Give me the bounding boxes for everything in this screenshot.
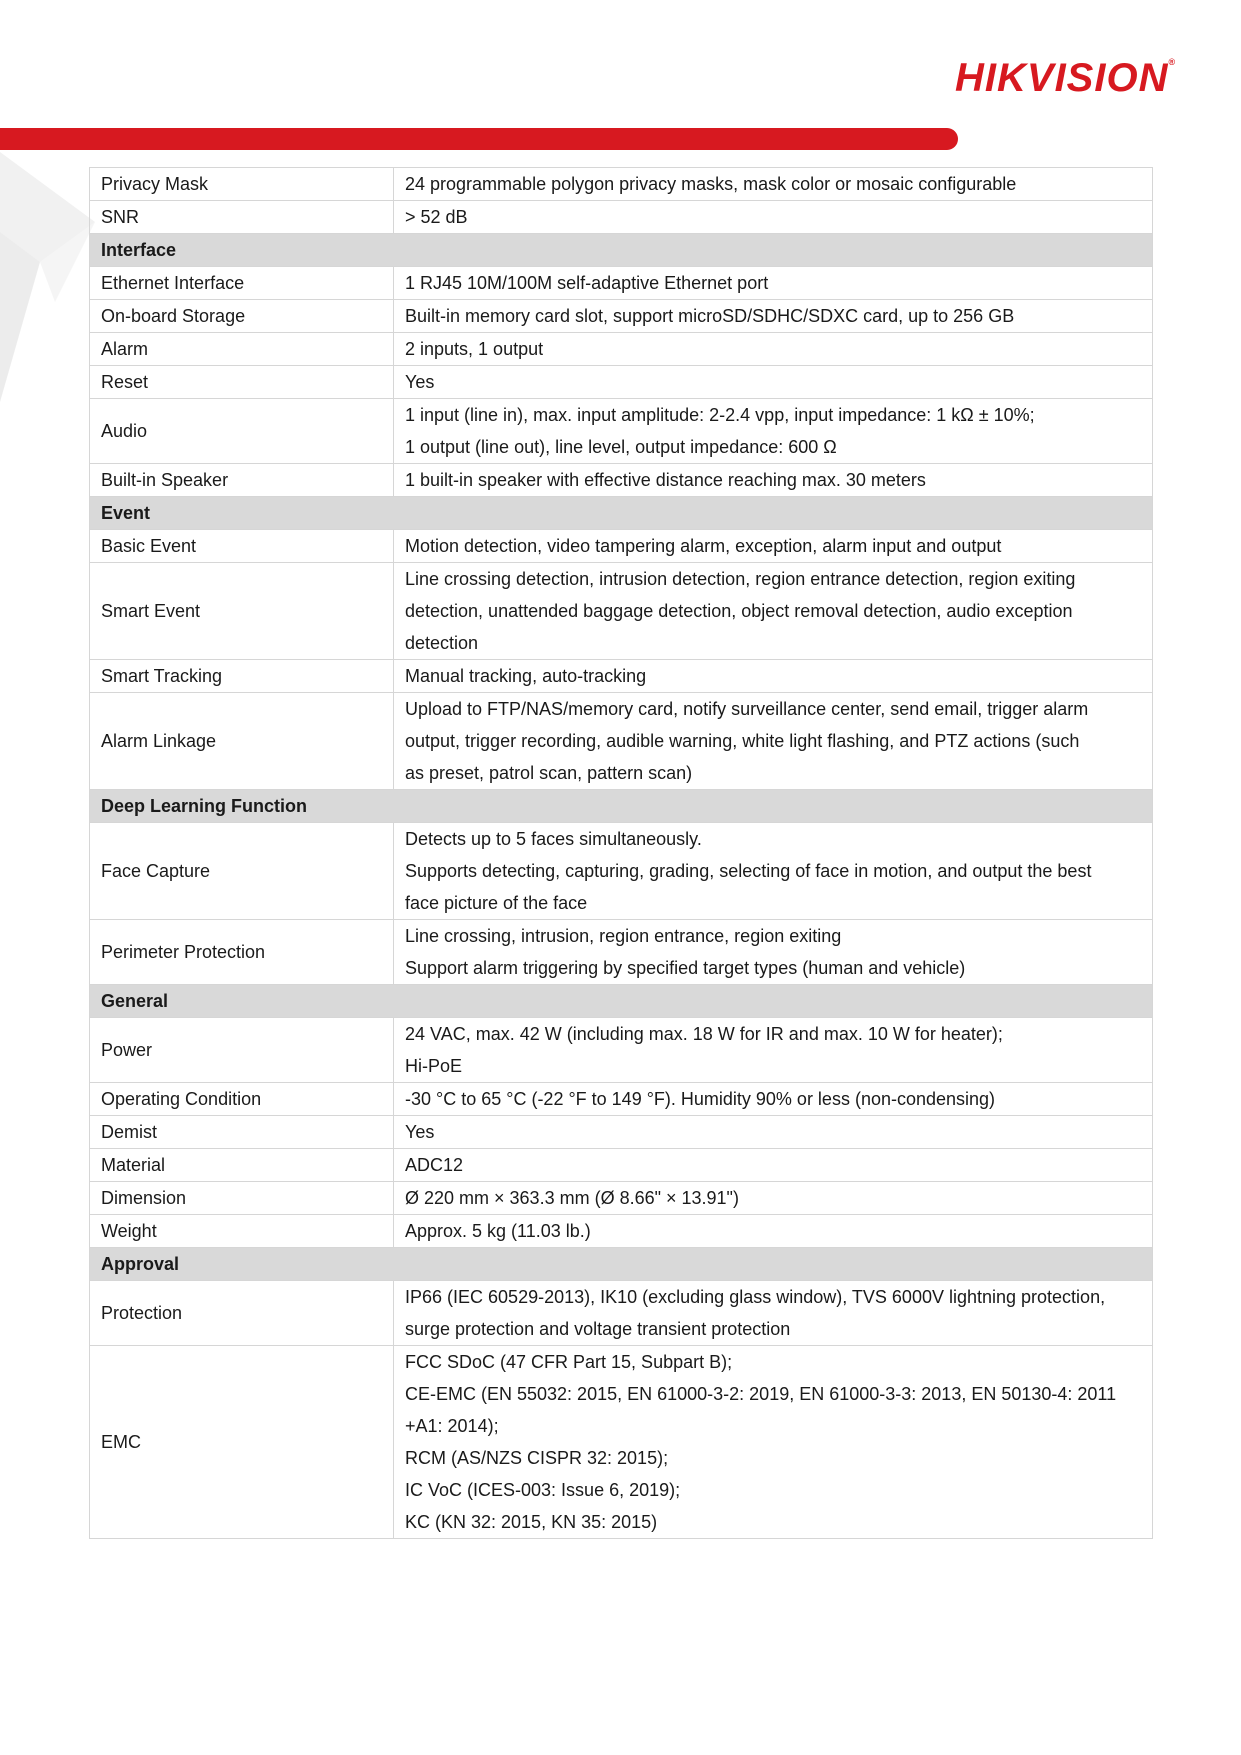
spec-key: Built-in Speaker — [90, 464, 394, 497]
section-title: Event — [90, 497, 1153, 530]
spec-key: Alarm Linkage — [90, 693, 394, 790]
table-row — [90, 823, 1153, 920]
table-row — [90, 399, 1153, 464]
section-header — [90, 234, 1153, 267]
spec-key: EMC — [90, 1346, 394, 1539]
spec-value — [394, 267, 1153, 300]
spec-value — [394, 660, 1153, 693]
table-row — [90, 693, 1153, 790]
table-row — [90, 267, 1153, 300]
spec-value-line: RCM (AS/NZS CISPR 32: 2015); — [405, 1448, 669, 1468]
table-row — [90, 201, 1153, 234]
spec-value-line: Supports detecting, capturing, grading, selecting of face in motion, and output the best — [405, 861, 1092, 881]
table-row — [90, 300, 1153, 333]
spec-value — [394, 366, 1153, 399]
spec-key: Audio — [90, 399, 394, 464]
spec-value-line: > 52 dB — [405, 207, 468, 227]
spec-value-line: detection — [405, 633, 479, 653]
spec-value-line: face picture of the face — [405, 893, 588, 913]
spec-value — [394, 1083, 1153, 1116]
watermark-graphic — [0, 152, 95, 402]
spec-value-line: 2 inputs, 1 output — [405, 339, 544, 359]
spec-value-line: 1 input (line in), max. input amplitude: 2-2.4 vpp, input impedance: 1 kΩ ± 10%; — [405, 405, 1035, 425]
spec-key: Alarm — [90, 333, 394, 366]
section-title: Deep Learning Function — [90, 790, 1153, 823]
section-title: Approval — [90, 1248, 1153, 1281]
table-row — [90, 1018, 1153, 1083]
table-row — [90, 1083, 1153, 1116]
section-header — [90, 497, 1153, 530]
spec-value — [394, 1116, 1153, 1149]
table-row — [90, 366, 1153, 399]
spec-value — [394, 399, 1153, 464]
spec-value-line: Yes — [405, 372, 435, 392]
spec-value-line: IC VoC (ICES-003: Issue 6, 2019); — [405, 1480, 681, 1500]
spec-key: Smart Event — [90, 563, 394, 660]
spec-value — [394, 1346, 1153, 1539]
table-row — [90, 920, 1153, 985]
spec-value-line: Built-in memory card slot, support microSD/SDHC/SDXC card, up to 256 GB — [405, 306, 1015, 326]
spec-value-line: as preset, patrol scan, pattern scan) — [405, 763, 693, 783]
section-header — [90, 790, 1153, 823]
table-row — [90, 530, 1153, 563]
table-row — [90, 660, 1153, 693]
section-header — [90, 1248, 1153, 1281]
spec-key: Reset — [90, 366, 394, 399]
spec-value-line: Approx. 5 kg (11.03 lb.) — [405, 1221, 591, 1241]
spec-key: Protection — [90, 1281, 394, 1346]
spec-key: Privacy Mask — [90, 168, 394, 201]
spec-value-line: 24 programmable polygon privacy masks, mask color or mosaic configurable — [405, 174, 1017, 194]
spec-value-line: FCC SDoC (47 CFR Part 15, Subpart B); — [405, 1352, 733, 1372]
spec-value-line: 1 built-in speaker with effective distance reaching max. 30 meters — [405, 470, 926, 490]
section-title: General — [90, 985, 1153, 1018]
spec-value-line: CE-EMC (EN 55032: 2015, EN 61000-3-2: 2019, EN 61000-3-3: 2013, EN 50130-4: 2011 — [405, 1384, 1117, 1404]
spec-key: Weight — [90, 1215, 394, 1248]
spec-value-line: Manual tracking, auto-tracking — [405, 666, 647, 686]
table-row — [90, 1346, 1153, 1539]
table-row — [90, 1281, 1153, 1346]
spec-value-line: KC (KN 32: 2015, KN 35: 2015) — [405, 1512, 658, 1532]
spec-value — [394, 1215, 1153, 1248]
spec-value — [394, 1182, 1153, 1215]
spec-value-line: 1 output (line out), line level, output impedance: 600 Ω — [405, 437, 837, 457]
spec-value — [394, 201, 1153, 234]
spec-value-line: detection, unattended baggage detection, object removal detection, audio exception — [405, 601, 1073, 621]
spec-key: Basic Event — [90, 530, 394, 563]
table-row — [90, 464, 1153, 497]
spec-value — [394, 168, 1153, 201]
spec-value-line: Line crossing detection, intrusion detection, region entrance detection, region exiting — [405, 569, 1076, 589]
table-row — [90, 1182, 1153, 1215]
spec-value-line: Support alarm triggering by specified target types (human and vehicle) — [405, 958, 966, 978]
table-row — [90, 333, 1153, 366]
spec-value — [394, 563, 1153, 660]
spec-value-line: Hi-PoE — [405, 1056, 463, 1076]
spec-value-line: 24 VAC, max. 42 W (including max. 18 W for IR and max. 10 W for heater); — [405, 1024, 1003, 1044]
spec-value — [394, 1018, 1153, 1083]
section-header — [90, 985, 1153, 1018]
spec-value-line: 1 RJ45 10M/100M self-adaptive Ethernet port — [405, 273, 769, 293]
spec-key: Ethernet Interface — [90, 267, 394, 300]
spec-key: Perimeter Protection — [90, 920, 394, 985]
table-row — [90, 1116, 1153, 1149]
spec-value — [394, 693, 1153, 790]
table-row — [90, 563, 1153, 660]
spec-key: Demist — [90, 1116, 394, 1149]
table-row — [90, 1215, 1153, 1248]
spec-value — [394, 1281, 1153, 1346]
spec-key: Smart Tracking — [90, 660, 394, 693]
spec-key: Face Capture — [90, 823, 394, 920]
spec-table — [89, 167, 1153, 1539]
spec-value — [394, 300, 1153, 333]
spec-value-line: Detects up to 5 faces simultaneously. — [405, 829, 702, 849]
spec-value — [394, 464, 1153, 497]
table-row — [90, 168, 1153, 201]
spec-value-line: Upload to FTP/NAS/memory card, notify surveillance center, send email, trigger alarm — [405, 699, 1089, 719]
spec-value-line: Ø 220 mm × 363.3 mm (Ø 8.66" × 13.91") — [405, 1188, 739, 1208]
spec-key: Material — [90, 1149, 394, 1182]
spec-value-line: +A1: 2014); — [405, 1416, 499, 1436]
spec-key: Power — [90, 1018, 394, 1083]
hikvision-logo: HIKVISION® — [955, 56, 1177, 100]
spec-value-line: Motion detection, video tampering alarm, exception, alarm input and output — [405, 536, 1002, 556]
spec-value-line: ADC12 — [405, 1155, 464, 1175]
spec-key: SNR — [90, 201, 394, 234]
spec-value-line: surge protection and voltage transient protection — [405, 1319, 791, 1339]
spec-key: Dimension — [90, 1182, 394, 1215]
table-row — [90, 1149, 1153, 1182]
spec-value-line: Line crossing, intrusion, region entrance, region exiting — [405, 926, 842, 946]
spec-value — [394, 1149, 1153, 1182]
spec-key: Operating Condition — [90, 1083, 394, 1116]
spec-value-line: Yes — [405, 1122, 435, 1142]
spec-value — [394, 920, 1153, 985]
spec-value-line: -30 °C to 65 °C (-22 °F to 149 °F). Humidity 90% or less (non-condensing) — [405, 1089, 996, 1109]
section-title: Interface — [90, 234, 1153, 267]
spec-key: On-board Storage — [90, 300, 394, 333]
header-red-bar — [0, 128, 958, 150]
spec-value-line: output, trigger recording, audible warning, white light flashing, and PTZ actions (such — [405, 731, 1080, 751]
spec-value — [394, 530, 1153, 563]
spec-value — [394, 823, 1153, 920]
spec-value-line: IP66 (IEC 60529-2013), IK10 (excluding glass window), TVS 6000V lightning protection, — [405, 1287, 1106, 1307]
spec-value — [394, 333, 1153, 366]
